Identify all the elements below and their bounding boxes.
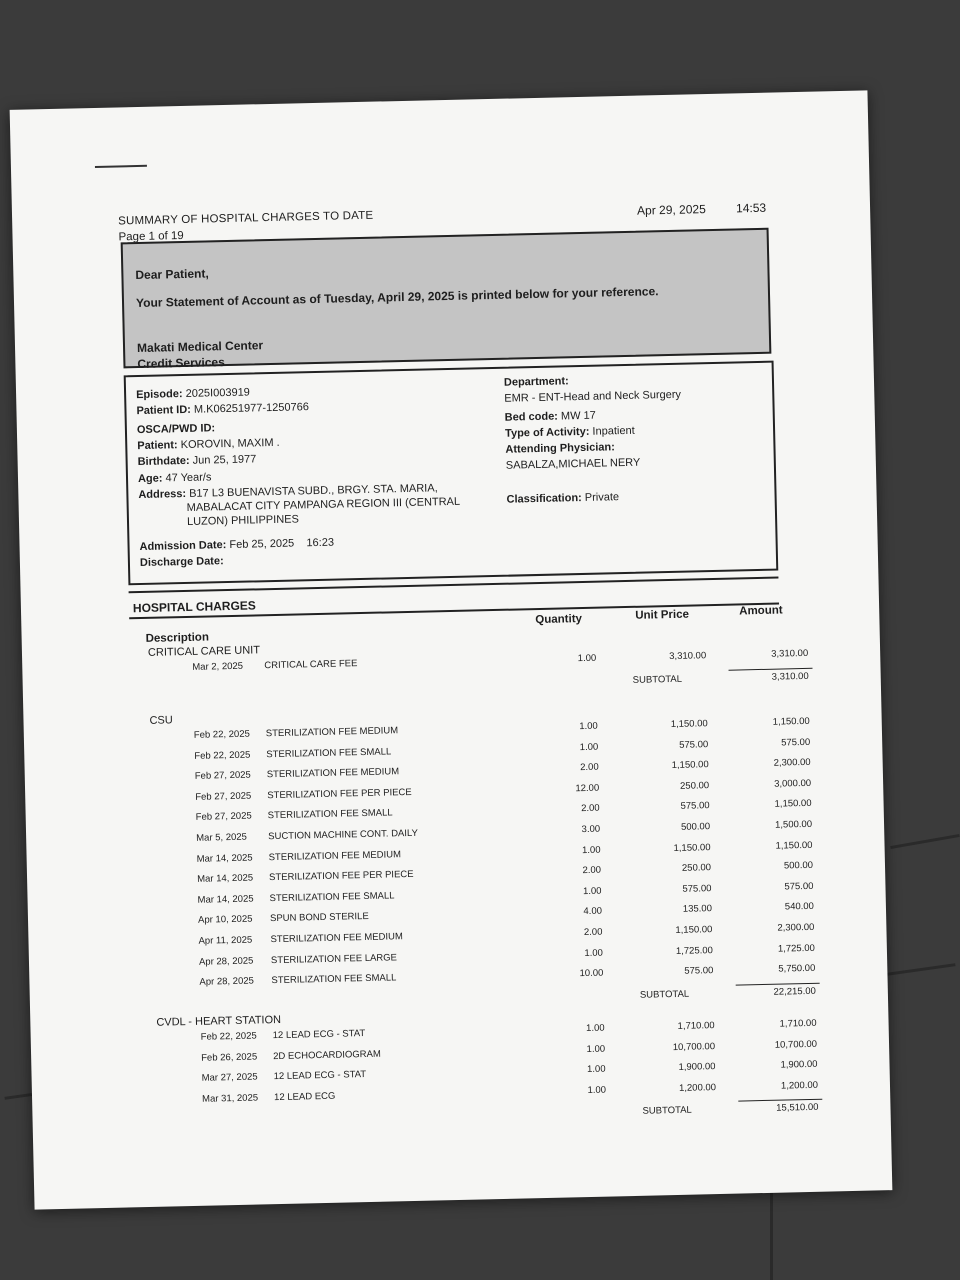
charge-amount: 1,900.00 bbox=[780, 1058, 818, 1071]
charge-amount: 500.00 bbox=[783, 860, 814, 872]
statement-text: Your Statement of Account as of Tuesday, April 29, 2025 is printed below for your reference. bbox=[135, 284, 659, 311]
charge-unit-price: 1,900.00 bbox=[678, 1061, 716, 1074]
floor-seam bbox=[890, 834, 959, 849]
charge-description: STERILIZATION FEE MEDIUM bbox=[268, 848, 402, 863]
col-amount: Amount bbox=[739, 604, 783, 618]
col-unit-price: Unit Price bbox=[635, 608, 690, 622]
charge-quantity: 2.00 bbox=[580, 761, 599, 774]
charge-amount: 540.00 bbox=[784, 901, 815, 913]
charge-unit-price: 1,150.00 bbox=[671, 759, 709, 772]
charge-date: Feb 27, 2025 bbox=[195, 790, 252, 803]
bed-value: MW 17 bbox=[560, 409, 596, 423]
print-time: 14:53 bbox=[735, 200, 767, 216]
patient-id-value: M.K06251977-1250766 bbox=[193, 401, 310, 416]
charge-amount: 2,300.00 bbox=[773, 757, 811, 769]
charge-amount: 1,150.00 bbox=[774, 798, 812, 811]
charge-amount: 1,200.00 bbox=[780, 1079, 819, 1092]
col-description: Description bbox=[145, 631, 210, 645]
charge-unit-price: 250.00 bbox=[679, 779, 710, 792]
activity-value: Inpatient bbox=[592, 424, 635, 438]
floor-seam bbox=[770, 1180, 773, 1280]
category-title: CRITICAL CARE UNIT bbox=[147, 644, 261, 659]
discharge-row: Discharge Date: bbox=[139, 555, 224, 570]
address-line-3: LUZON) PHILIPPINES bbox=[186, 513, 299, 528]
address-line-2: MABALACAT CITY PAMPANGA REGION III (CENTRAL bbox=[186, 495, 461, 514]
charge-unit-price: 575.00 bbox=[680, 800, 710, 813]
charge-quantity: 3.00 bbox=[581, 823, 601, 836]
charge-description: STERILIZATION FEE SMALL bbox=[267, 807, 393, 822]
address-line-1: B17 L3 BUENAVISTA SUBD., BRGY. STA. MARIA, bbox=[189, 482, 438, 500]
charge-unit-price: 1,150.00 bbox=[675, 924, 713, 936]
charge-amount: 1,500.00 bbox=[774, 818, 813, 831]
physician-label: Attending Physician: bbox=[505, 441, 615, 456]
charge-unit-price: 135.00 bbox=[682, 903, 713, 916]
charge-description: STERILIZATION FEE MEDIUM bbox=[266, 766, 400, 781]
age-row: Age: 47 Year/s bbox=[137, 471, 212, 486]
charge-date: Mar 5, 2025 bbox=[196, 831, 248, 844]
charge-quantity: 1.00 bbox=[586, 1043, 606, 1055]
subtotal-value: 15,510.00 bbox=[776, 1102, 819, 1115]
episode-row: Episode: 2025I003919 bbox=[135, 386, 250, 402]
charge-unit-price: 500.00 bbox=[680, 821, 711, 833]
charge-unit-price: 1,150.00 bbox=[673, 841, 711, 854]
charge-quantity: 1.00 bbox=[579, 720, 598, 733]
charge-description: STERILIZATION FEE SMALL bbox=[271, 972, 397, 987]
charge-description: 12 LEAD ECG bbox=[273, 1090, 336, 1103]
col-quantity: Quantity bbox=[535, 613, 583, 627]
charge-date: Mar 14, 2025 bbox=[197, 872, 254, 886]
address-row: Address: B17 L3 BUENAVISTA SUBD., BRGY. STA. MARIA, bbox=[138, 482, 438, 502]
charge-amount: 1,150.00 bbox=[775, 839, 813, 852]
charge-date: Mar 14, 2025 bbox=[197, 893, 254, 906]
birthdate-row: Birthdate: Jun 25, 1977 bbox=[137, 453, 257, 469]
charge-date: Feb 27, 2025 bbox=[195, 810, 252, 824]
charge-amount: 575.00 bbox=[780, 736, 811, 749]
charge-unit-price: 1,150.00 bbox=[670, 718, 708, 731]
charge-description: STERILIZATION FEE MEDIUM bbox=[265, 725, 399, 740]
charge-description: STERILIZATION FEE LARGE bbox=[270, 951, 398, 966]
charge-amount: 3,310.00 bbox=[771, 647, 809, 660]
charge-date: Apr 11, 2025 bbox=[198, 934, 253, 947]
subtotal-label: SUBTOTAL bbox=[632, 673, 683, 686]
charge-unit-price: 1,710.00 bbox=[677, 1020, 715, 1032]
charge-quantity: 4.00 bbox=[583, 906, 603, 918]
department-label: Department: bbox=[503, 375, 569, 389]
charge-quantity: 1.00 bbox=[581, 844, 601, 856]
org-dept: Credit Services bbox=[137, 355, 225, 372]
charge-unit-price: 10,700.00 bbox=[672, 1040, 716, 1053]
patient-name-value: KOROVIN, MAXIM . bbox=[180, 436, 280, 452]
charge-description: STERILIZATION FEE SMALL bbox=[266, 745, 392, 760]
section-title: HOSPITAL CHARGES bbox=[132, 598, 257, 616]
charge-date: Feb 26, 2025 bbox=[201, 1051, 258, 1064]
charge-quantity: 1.00 bbox=[586, 1063, 606, 1076]
charge-quantity: 1.00 bbox=[582, 885, 602, 897]
charge-date: Apr 10, 2025 bbox=[197, 913, 253, 927]
statement-paper bbox=[10, 90, 893, 1209]
charge-unit-price: 575.00 bbox=[679, 738, 709, 751]
charge-date: Feb 22, 2025 bbox=[193, 728, 250, 741]
charge-quantity: 2.00 bbox=[581, 803, 600, 815]
subtotal-label: SUBTOTAL bbox=[642, 1105, 692, 1118]
pen-mark bbox=[95, 165, 147, 168]
charge-date: Mar 14, 2025 bbox=[196, 852, 253, 865]
charge-amount: 1,710.00 bbox=[779, 1017, 817, 1030]
charge-date: Mar 31, 2025 bbox=[201, 1092, 259, 1105]
admission-row: Admission Date: Feb 25, 2025 16:23 bbox=[139, 536, 335, 554]
patient-name-row: Patient: KOROVIN, MAXIM . bbox=[137, 436, 280, 453]
charge-unit-price: 575.00 bbox=[684, 965, 714, 977]
admission-time: 16:23 bbox=[306, 536, 335, 550]
activity-row: Type of Activity: Inpatient bbox=[504, 424, 635, 440]
charge-unit-price: 575.00 bbox=[682, 882, 712, 895]
charge-date: Apr 28, 2025 bbox=[198, 955, 254, 968]
charge-description: 2D ECHOCARDIOGRAM bbox=[273, 1048, 381, 1062]
subtotal-value: 3,310.00 bbox=[771, 670, 809, 683]
classification-row: Classification: Private bbox=[506, 491, 620, 506]
notice-box bbox=[121, 228, 772, 372]
charge-date: Apr 28, 2025 bbox=[199, 975, 254, 988]
charge-amount: 1,150.00 bbox=[772, 715, 810, 728]
physician-value: SABALZA,MICHAEL NERY bbox=[505, 456, 641, 472]
charge-description: CRITICAL CARE FEE bbox=[264, 658, 358, 672]
charge-description: SPUN BOND STERILE bbox=[269, 911, 369, 925]
charge-description: 12 LEAD ECG - STAT bbox=[272, 1028, 366, 1042]
charge-description: STERILIZATION FEE PER PIECE bbox=[267, 786, 412, 802]
age-value: 47 Year/s bbox=[165, 471, 212, 485]
osca-row: OSCA/PWD ID: bbox=[136, 422, 216, 437]
patient-info-box bbox=[124, 361, 779, 586]
charge-quantity: 2.00 bbox=[582, 864, 602, 877]
patient-id-row: Patient ID: M.K06251977-1250766 bbox=[136, 401, 310, 418]
charge-quantity: 1.00 bbox=[585, 1022, 605, 1035]
charge-date: Feb 22, 2025 bbox=[194, 749, 251, 762]
department-value: EMR - ENT-Head and Neck Surgery bbox=[504, 388, 682, 405]
document-title: SUMMARY OF HOSPITAL CHARGES TO DATE bbox=[118, 209, 374, 228]
charge-description: STERILIZATION FEE MEDIUM bbox=[270, 931, 403, 946]
charge-amount: 2,300.00 bbox=[777, 921, 815, 934]
charge-amount: 3,000.00 bbox=[774, 777, 812, 790]
charge-quantity: 1.00 bbox=[584, 947, 604, 959]
charge-quantity: 10.00 bbox=[579, 967, 604, 980]
charge-description: STERILIZATION FEE SMALL bbox=[269, 890, 395, 904]
charge-description: SUCTION MACHINE CONT. DAILY bbox=[268, 827, 419, 843]
charge-date: Feb 27, 2025 bbox=[194, 769, 251, 783]
charge-unit-price: 1,725.00 bbox=[675, 944, 714, 957]
bed-row: Bed code: MW 17 bbox=[504, 409, 596, 424]
page-number: Page 1 of 19 bbox=[118, 229, 184, 244]
admission-date: Feb 25, 2025 bbox=[229, 537, 295, 551]
charge-unit-price: 250.00 bbox=[681, 862, 712, 875]
charge-description: 12 LEAD ECG - STAT bbox=[273, 1069, 367, 1083]
charge-quantity: 2.00 bbox=[583, 926, 603, 939]
charge-date: Mar 27, 2025 bbox=[201, 1071, 258, 1084]
charge-unit-price: 3,310.00 bbox=[669, 650, 707, 663]
charge-amount: 575.00 bbox=[784, 880, 814, 893]
charge-quantity: 1.00 bbox=[577, 652, 597, 665]
category-title: CVDL - HEART STATION bbox=[156, 1013, 282, 1029]
category-title: CSU bbox=[149, 714, 173, 727]
print-date: Apr 29, 2025 bbox=[636, 202, 706, 218]
classification-value: Private bbox=[584, 491, 620, 504]
subtotal-label: SUBTOTAL bbox=[639, 988, 690, 1001]
episode-value: 2025I003919 bbox=[185, 386, 250, 400]
charge-date: Mar 2, 2025 bbox=[192, 660, 244, 673]
charge-date: Feb 22, 2025 bbox=[200, 1030, 257, 1043]
charge-quantity: 12.00 bbox=[575, 782, 600, 795]
charge-quantity: 1.00 bbox=[579, 741, 599, 753]
charge-unit-price: 1,200.00 bbox=[678, 1081, 717, 1094]
charge-description: STERILIZATION FEE PER PIECE bbox=[268, 869, 414, 884]
birthdate-value: Jun 25, 1977 bbox=[192, 453, 257, 467]
charge-amount: 1,725.00 bbox=[777, 942, 815, 955]
greeting: Dear Patient, bbox=[135, 266, 209, 283]
charge-amount: 5,750.00 bbox=[778, 963, 816, 975]
charge-amount: 10,700.00 bbox=[774, 1038, 818, 1051]
charge-quantity: 1.00 bbox=[587, 1084, 607, 1096]
org-name: Makati Medical Center bbox=[136, 338, 264, 356]
subtotal-value: 22,215.00 bbox=[773, 985, 816, 998]
